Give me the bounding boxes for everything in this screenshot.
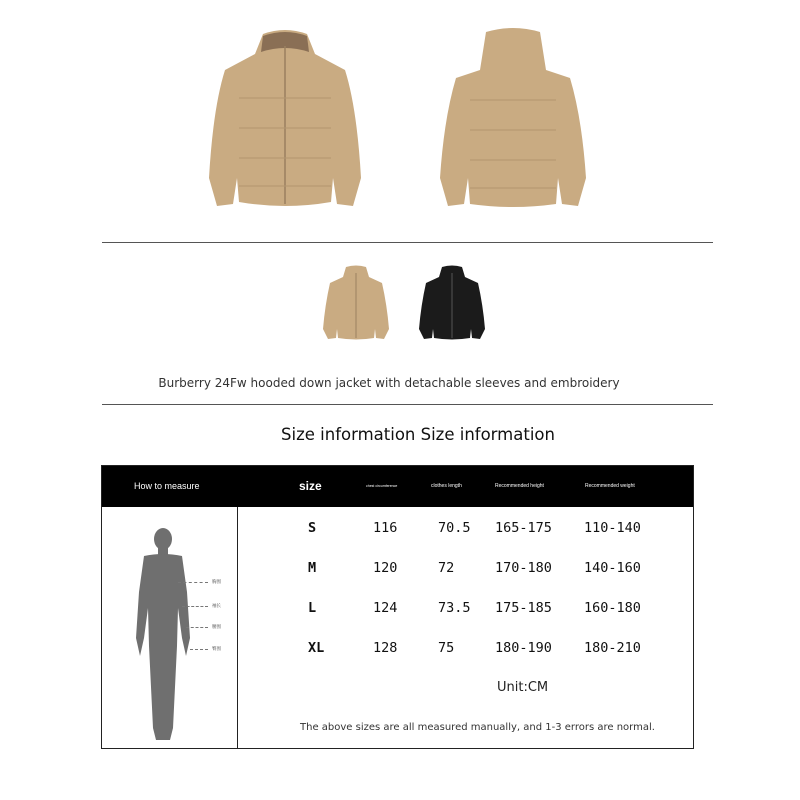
header-length: clothes length: [431, 483, 462, 489]
waist-measure-line: [186, 627, 208, 628]
sleeve-label: 袖长: [212, 604, 221, 609]
row-chest: 116: [373, 520, 398, 536]
measurement-note: The above sizes are all measured manually, and 1-3 errors are normal.: [300, 722, 655, 733]
row-size: M: [308, 560, 317, 576]
chest-label: 胸围: [212, 580, 221, 585]
body-measurement-figure: [132, 528, 194, 747]
row-weight: 180-210: [584, 640, 641, 656]
row-height: 175-185: [495, 600, 552, 616]
row-weight: 160-180: [584, 600, 641, 616]
waist-label: 腰围: [212, 625, 221, 630]
chest-measure-line: [178, 582, 208, 583]
row-size: S: [308, 520, 317, 536]
size-table: [101, 465, 694, 749]
sleeve-measure-line: [182, 606, 208, 607]
row-chest: 128: [373, 640, 398, 656]
column-divider: [237, 507, 238, 748]
header-height: Recommended height: [495, 483, 544, 489]
row-height: 165-175: [495, 520, 552, 536]
header-chest: chest circumference: [366, 484, 398, 488]
unit-label: Unit:CM: [497, 680, 549, 695]
hip-label: 臀围: [212, 647, 221, 652]
header-weight: Recommended weight: [585, 483, 635, 489]
row-size: L: [308, 600, 317, 616]
header-size: size: [299, 479, 322, 493]
color-swatch-camel[interactable]: [322, 265, 390, 341]
row-height: 170-180: [495, 560, 552, 576]
row-chest: 124: [373, 600, 398, 616]
jacket-back-image: [438, 28, 588, 210]
row-weight: 140-160: [584, 560, 641, 576]
divider: [102, 404, 713, 405]
row-chest: 120: [373, 560, 398, 576]
row-length: 70.5: [438, 520, 471, 536]
divider: [102, 242, 713, 243]
row-height: 180-190: [495, 640, 552, 656]
row-size: XL: [308, 640, 325, 656]
row-length: 72: [438, 560, 455, 576]
product-caption: Burberry 24Fw hooded down jacket with detachable sleeves and embroidery: [158, 376, 620, 390]
size-table-header: [102, 466, 693, 507]
row-weight: 110-140: [584, 520, 641, 536]
row-length: 73.5: [438, 600, 471, 616]
size-info-title: Size information Size information: [281, 425, 555, 444]
jacket-front-image: [205, 28, 365, 210]
hip-measure-line: [190, 649, 208, 650]
header-how-to-measure: How to measure: [134, 481, 200, 491]
color-swatch-black[interactable]: [418, 265, 486, 341]
row-length: 75: [438, 640, 455, 656]
